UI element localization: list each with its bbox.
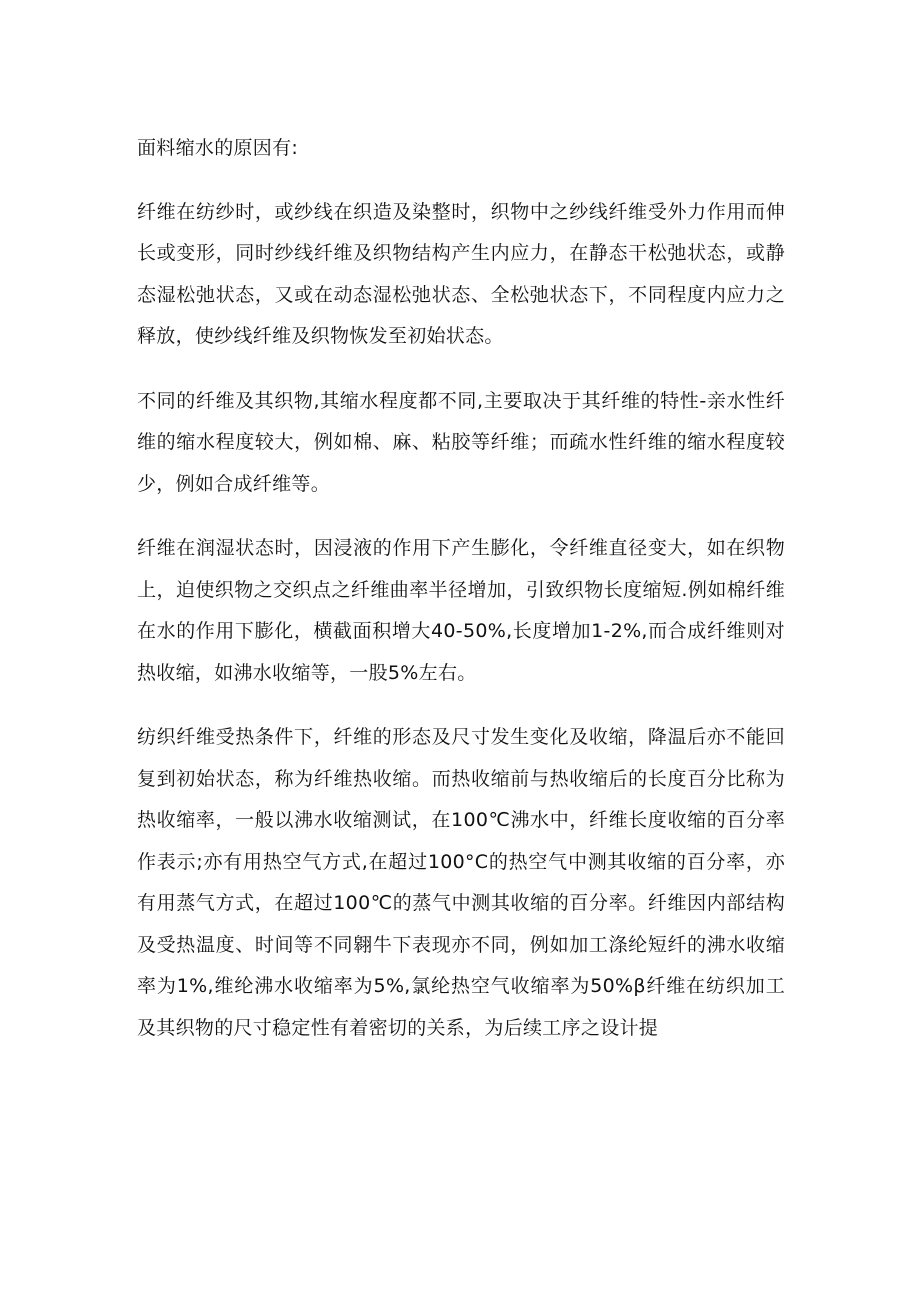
paragraph-3: 纤维在润湿状态时，因浸液的作用下产生膨化，令纤维直径变大，如在织物上，迫使织物之交织点之纤维曲率半径增加，引致织物长度缩短.例如棉纤维在水的作用下膨化，横截面积增大40-50%,长度增加1-2%,而合成纤维则对热收缩，如沸水收缩等，一股5%左右。 xyxy=(137,537,785,684)
paragraph-2: 不同的纤维及其织物,其缩水程度都不同,主要取决于其纤维的特性-亲水性纤维的缩水程度较大，例如棉、麻、粘胶等纤维；而疏水性纤维的缩水程度较少，例如合成纤维等。 xyxy=(137,389,785,495)
section-heading: 面料缩水的原因有: xyxy=(137,137,299,159)
paragraph-4: 纺织纤维受热条件下，纤维的形态及尺寸发生变化及收缩，降温后亦不能回复到初始状态，称为纤维热收缩。而热收缩前与热收缩后的长度百分比称为热收缩率，一般以沸水收缩测试，在100℃沸水中，纤维长度收缩的百分率作表示;亦有用热空气方式,在超过100°C的热空气中测其收缩的百分率，亦有用蒸气方式，在超过100℃的蒸气中测其收缩的百分率。纤维因内部结构及受热温度、时间等不同翱牛下表现亦不同，例如加工涤纶短纤的沸水收缩率为1%,维纶沸水收缩率为5%,氯纶热空气收缩率为50%β纤维在纺织加工及其织物的尺寸稳定性有着密切的关系，为后续工序之设计提 xyxy=(137,726,785,1039)
paragraph-1: 纤维在纺纱时，或纱线在织造及染整时，织物中之纱线纤维受外力作用而伸长或变形，同时纱线纤维及织物结构产生内应力，在静态干松弛状态，或静态湿松弛状态，又或在动态湿松弛状态、全松弛状态下，不同程度内应力之释放，使纱线纤维及织物恢发至初始状态。 xyxy=(137,200,785,347)
document-body xyxy=(137,128,785,1072)
